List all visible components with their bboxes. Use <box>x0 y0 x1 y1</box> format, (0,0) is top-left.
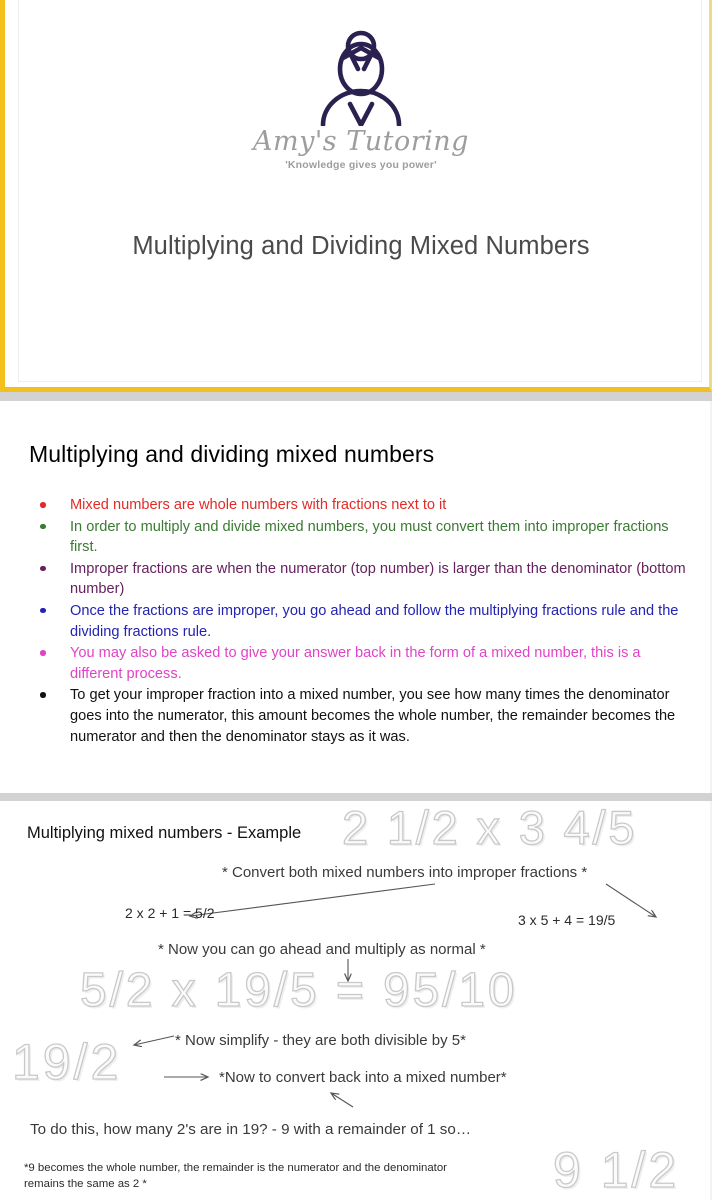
list-item-text: In order to multiply and divide mixed numbers, you must convert them into improper fractions first. <box>70 518 669 556</box>
list-item <box>29 517 689 558</box>
bullet-dot-icon <box>40 566 46 572</box>
bullet-dot-icon <box>40 524 46 530</box>
logo-block <box>19 22 703 171</box>
list-item <box>29 643 689 684</box>
brand-name: Amy's Tutoring <box>253 126 469 157</box>
calc-right: 3 x 5 + 4 = 19/5 <box>518 912 616 928</box>
note-multiply: * Now you can go ahead and multiply as normal * <box>158 941 486 958</box>
arrow-left-down-icon <box>180 881 440 923</box>
bullet-dot-icon <box>40 650 46 656</box>
bullet-dot-icon <box>40 502 46 508</box>
list-item <box>29 685 689 747</box>
list-item-text: Improper fractions are when the numerator (top number) is larger than the denominator (bottom number) <box>70 560 686 598</box>
big-expression-answer: 9 1/2 <box>553 1142 680 1198</box>
calc-left: 2 x 2 + 1 = 5/2 <box>125 905 215 921</box>
bullets-heading: Multiplying and dividing mixed numbers <box>29 441 435 467</box>
note-simplify: * Now simplify - they are both divisible by 5* <box>175 1032 466 1049</box>
list-item-text: You may also be asked to give your answer back in the form of a mixed number, this is a different process. <box>70 645 641 682</box>
bullets-slide <box>0 401 712 793</box>
arrow-up-left-icon <box>325 1089 359 1113</box>
list-item-text: Once the fractions are improper, you go ahead and follow the multiplying fractions rule and the dividing fractions rule. <box>70 602 679 640</box>
list-item <box>29 495 689 516</box>
page-title: Multiplying and Dividing Mixed Numbers <box>132 232 590 260</box>
example-heading: Multiplying mixed numbers - Example <box>27 824 302 842</box>
slide-separator-2 <box>0 793 712 801</box>
big-expression-original: 2 1/2 x 3 4/5 <box>342 801 638 854</box>
title-slide <box>0 0 712 392</box>
example-slide <box>0 801 712 1200</box>
big-expression-simplified: 19/2 <box>12 1034 122 1090</box>
brand-tagline: 'Knowledge gives you power' <box>285 159 437 172</box>
note-how-many: To do this, how many 2's are in 19? - 9 with a remainder of 1 so… <box>30 1121 472 1138</box>
note-convert: * Convert both mixed numbers into improper fractions * <box>222 864 588 881</box>
list-item <box>29 601 689 642</box>
note-convert-back: *Now to convert back into a mixed number* <box>219 1069 507 1086</box>
list-item-text: Mixed numbers are whole numbers with fractions next to it <box>70 497 447 513</box>
person-with-bun-logo-icon <box>313 22 409 126</box>
slide-separator-1 <box>0 392 712 401</box>
note-whole-number-rule: *9 becomes the whole number, the remainder is the numerator and the denominator remains the same as 2 * <box>24 1162 447 1190</box>
title-slide-inner <box>18 0 702 382</box>
bullet-list <box>29 495 689 748</box>
list-item <box>29 559 689 600</box>
arrow-left-icon <box>128 1032 178 1052</box>
bullet-dot-icon <box>40 692 46 698</box>
big-expression-multiplied: 5/2 x 19/5 = 95/10 <box>80 964 518 1017</box>
bullet-dot-icon <box>40 608 46 614</box>
list-item-text: To get your improper fraction into a mixed number, you see how many times the denominator goes into the numerator, this amount becomes the whole number, the remainder becomes the numerator and then the denominator stays as it was. <box>70 687 676 745</box>
arrow-right-icon <box>160 1067 216 1087</box>
